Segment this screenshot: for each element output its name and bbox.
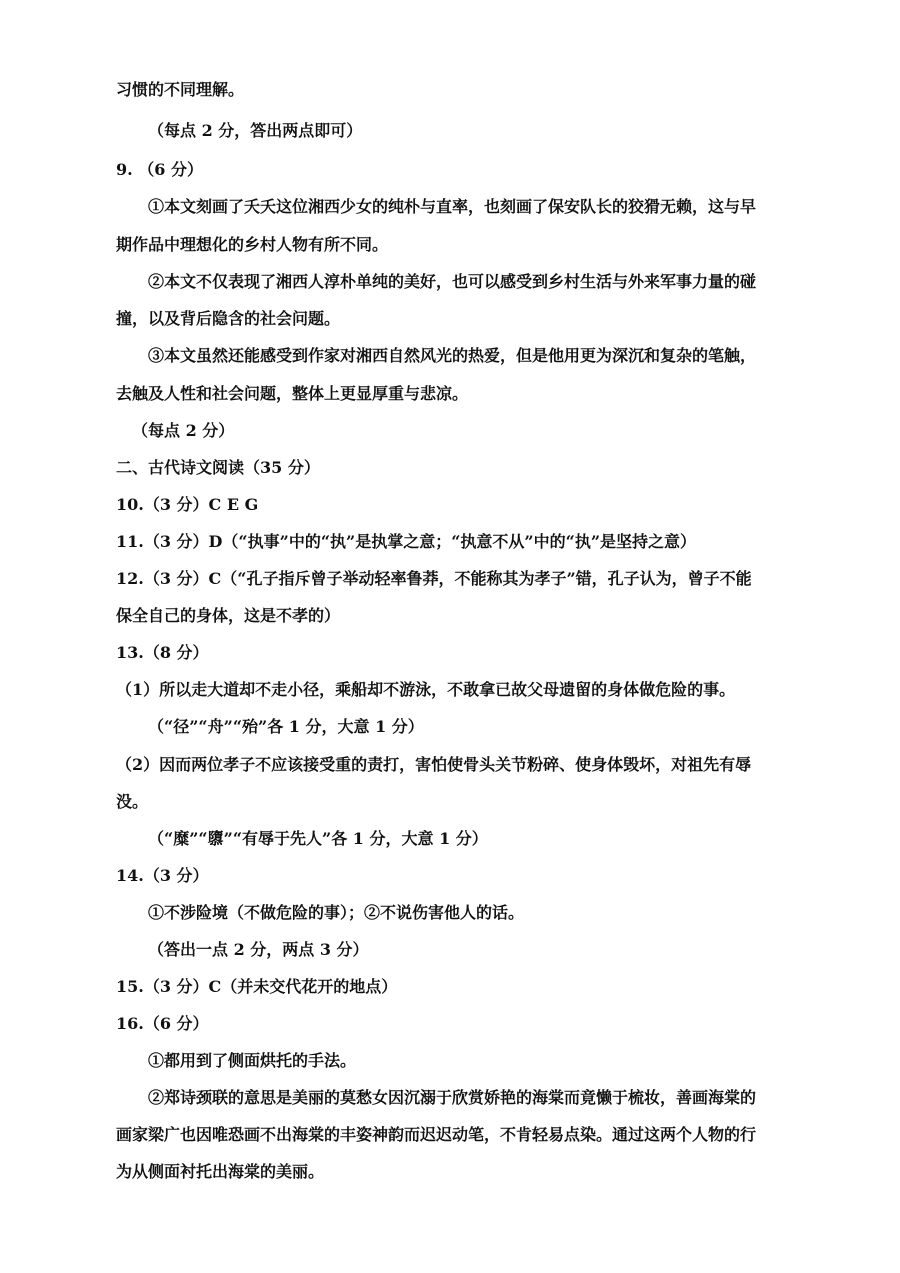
answer-point-2: ②郑诗颈联的意思是美丽的莫愁女因沉溺于欣赏娇艳的海棠而竟懒于梳妆，善画海棠的 (148, 1088, 757, 1107)
answer-point: ①不涉险境（不做危险的事）；②不说伤害他人的话。 (148, 903, 525, 922)
scoring-note: （“糜”“隳”“有辱于先人”各 1 分，大意 1 分） (148, 829, 488, 848)
question-heading-10: 10.（3 分）C E G (116, 495, 259, 514)
scoring-note: （每点 2 分，答出两点即可） (148, 121, 363, 140)
text-line: 没。 (116, 792, 149, 811)
text-line: 撞，以及背后隐含的社会问题。 (116, 309, 341, 328)
question-heading-15: 15.（3 分）C（并未交代花开的地点） (116, 977, 398, 996)
scoring-note: （答出一点 2 分，两点 3 分） (148, 940, 369, 959)
answer-point-1: ①本文刻画了夭夭这位湘西少女的纯朴与直率，也刻画了保安队长的狡猾无赖，这与早 (148, 197, 757, 216)
question-heading-13: 13.（8 分） (116, 643, 209, 662)
text-line: 去触及人性和社会问题，整体上更显厚重与悲凉。 (116, 384, 469, 403)
text-line: 为从侧面衬托出海棠的美丽。 (116, 1162, 325, 1181)
question-heading-11: 11.（3 分）D（“执事”中的“执”是执掌之意；“执意不从”中的“执”是坚持之意） (116, 532, 697, 551)
question-heading-14: 14.（3 分） (116, 866, 209, 885)
text-line: 习惯的不同理解。 (116, 80, 245, 99)
scoring-note: （“径”“舟”“殆”各 1 分，大意 1 分） (148, 717, 424, 736)
answer-point-1: ①都用到了侧面烘托的手法。 (148, 1051, 357, 1070)
answer-point-3: ③本文虽然还能感受到作家对湘西自然风光的热爱，但是他用更为深沉和复杂的笔触， (148, 346, 757, 365)
answer-point-2: ②本文不仅表现了湘西人淳朴单纯的美好，也可以感受到乡村生活与外来军事力量的碰 (148, 272, 757, 291)
question-heading-9: 9. （6 分） (116, 160, 203, 179)
question-heading-12: 12.（3 分）C（“孔子指斥曾子举动轻率鲁莽，不能称其为孝子”错，孔子认为，曾子不能 (116, 569, 752, 588)
answer-point-2: （2）因而两位孝子不应该接受重的责打，害怕使骨头关节粉碎、使身体毁坏，对祖先有辱 (116, 755, 752, 774)
text-line: 画家梁广也因唯恐画不出海棠的丰姿神韵而迟迟动笔，不肯轻易点染。通过这两个人物的行 (116, 1125, 757, 1144)
answer-point-1: （1）所以走大道却不走小径，乘船却不游泳，不敢拿已故父母遗留的身体做危险的事。 (116, 680, 736, 699)
scoring-note: （每点 2 分） (132, 421, 235, 440)
section-heading: 二、古代诗文阅读（35 分） (116, 458, 320, 477)
text-line: 期作品中理想化的乡村人物有所不同。 (116, 235, 389, 254)
text-line: 保全自己的身体，这是不孝的） (116, 606, 341, 625)
question-heading-16: 16.（6 分） (116, 1014, 209, 1033)
